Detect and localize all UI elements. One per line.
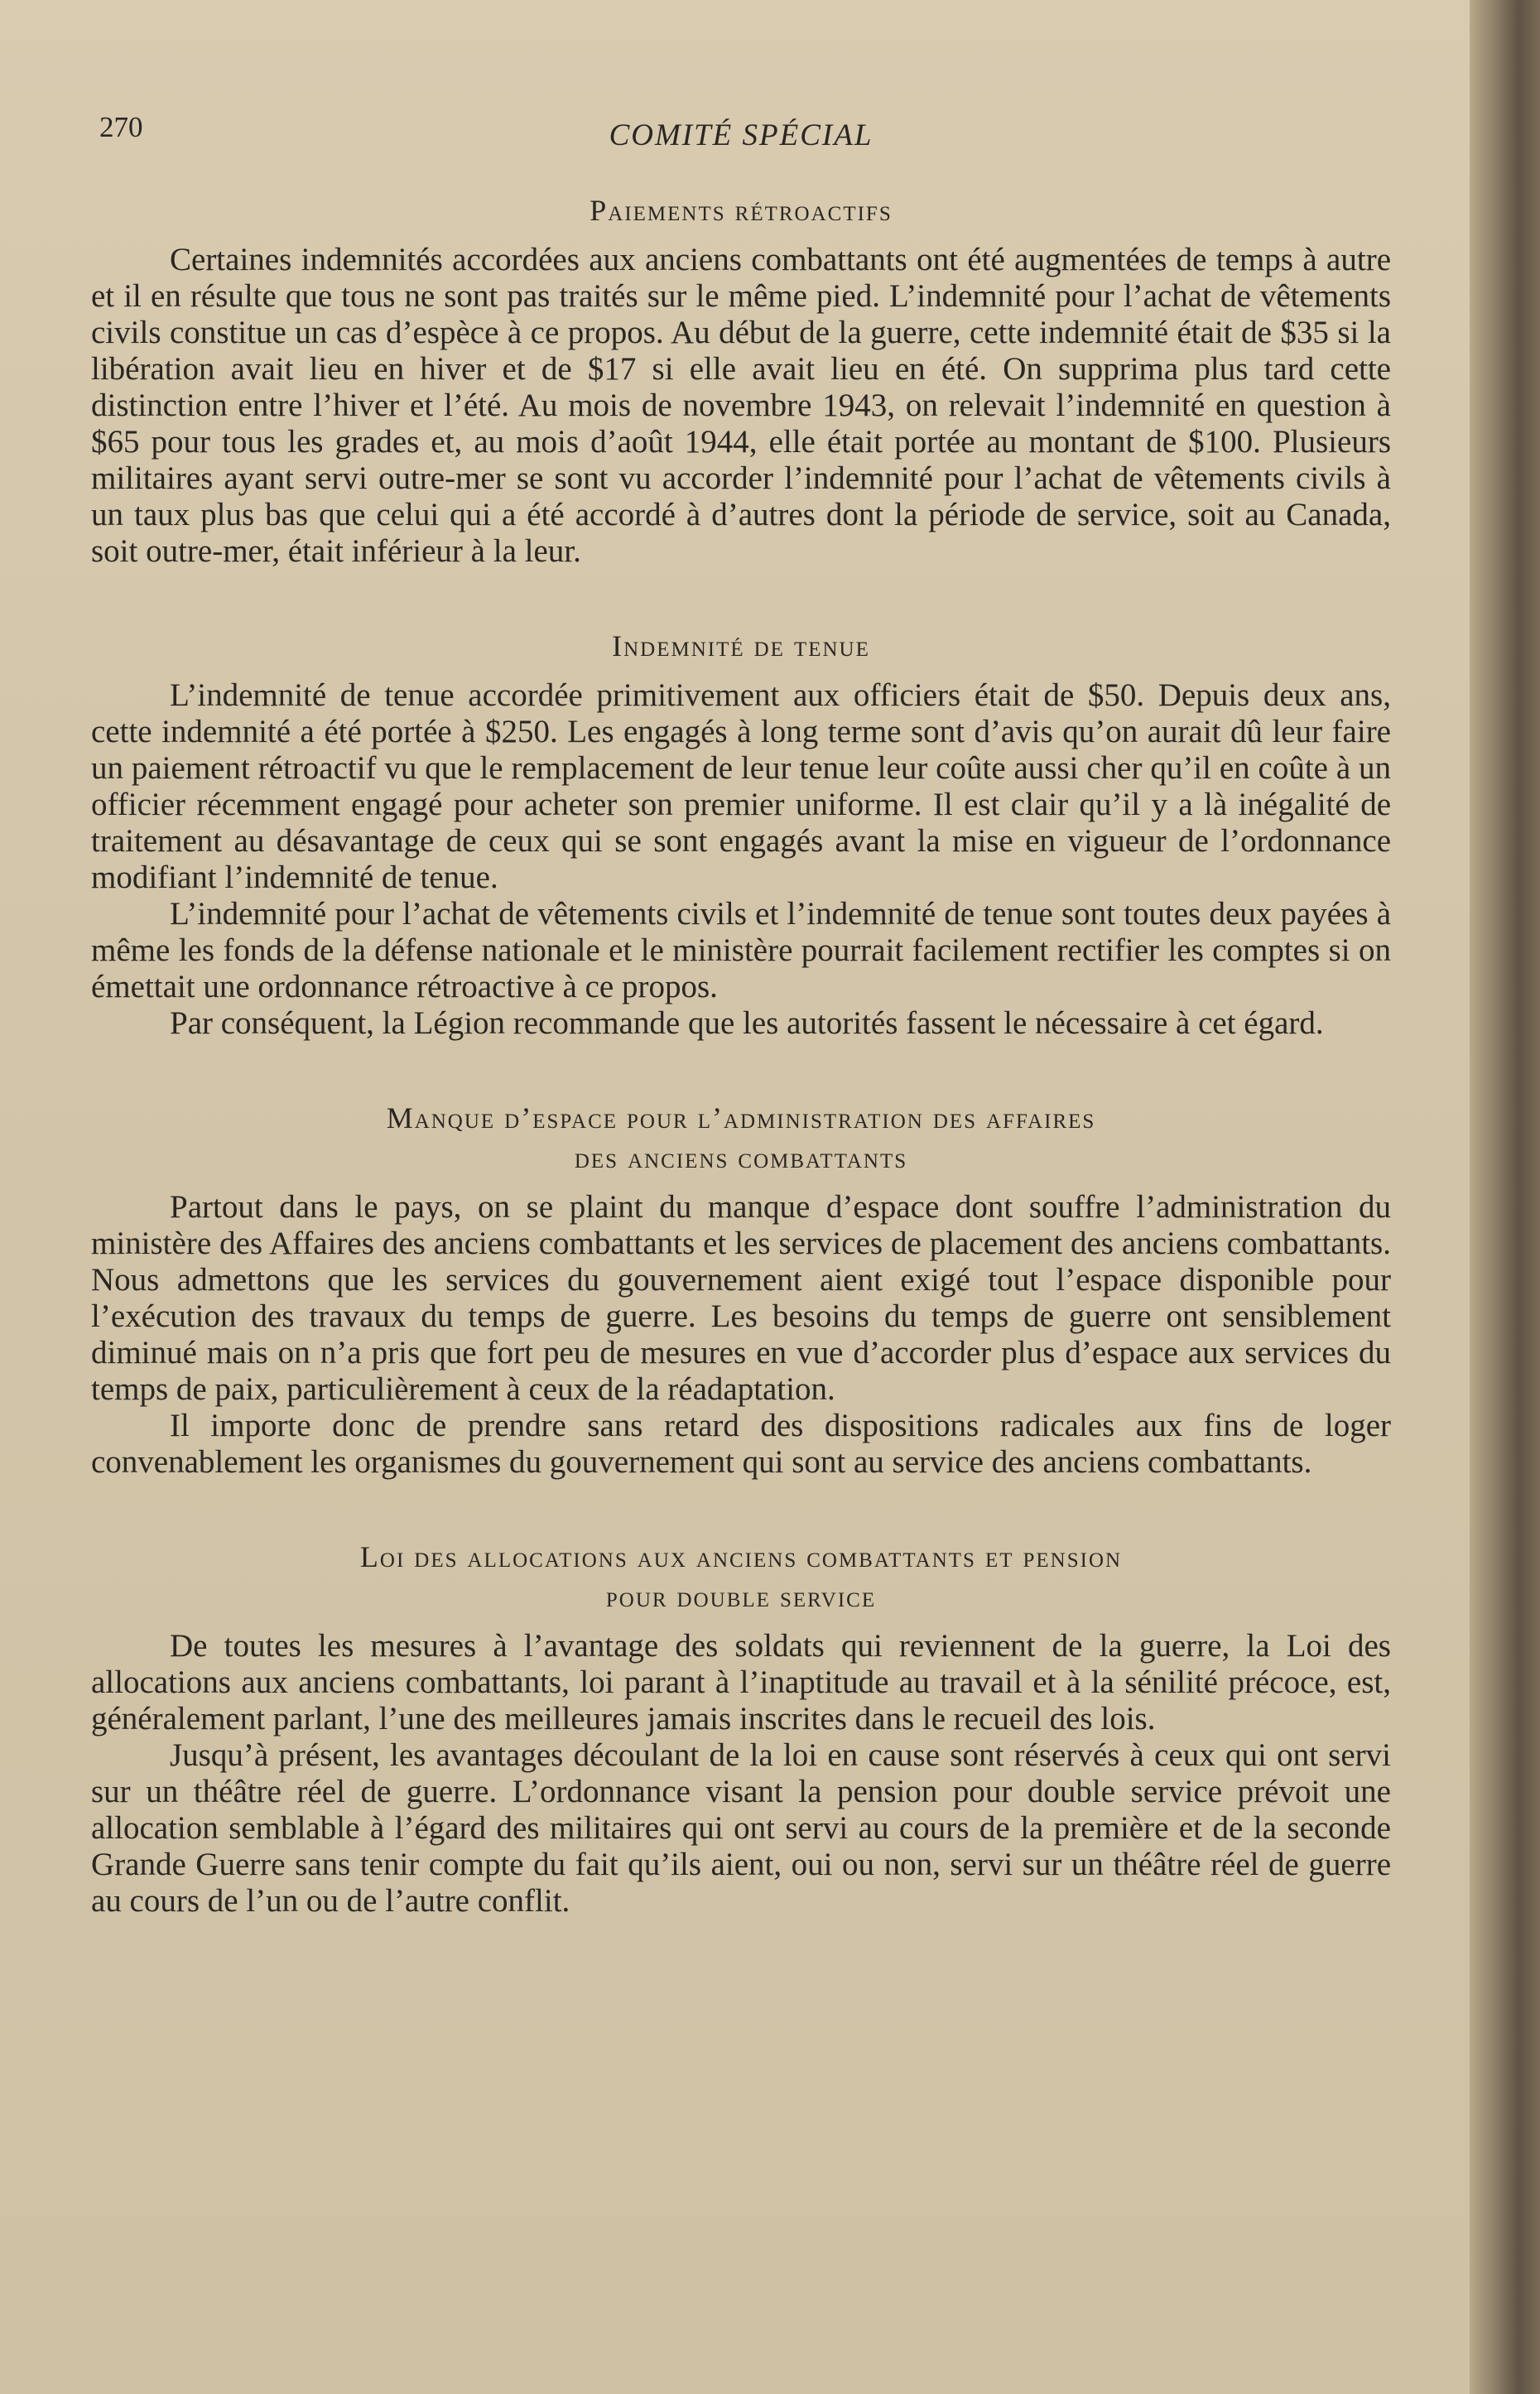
paragraph: Certaines indemnités accordées aux anciens combattants ont été augmentées de temps à autre et il en résulte que tous ne sont pas traités sur le même pied. L’indemnité pour l’achat de vêtements civils constitue un cas d’espèce à ce propos. Au début de la guerre, cette indemnité était de $35 si la libération avait lieu en hiver et de $17 si elle avait lieu en été. On supprima plus tard cette distinction entre l’hiver et l’été. Au mois de novembre 1943, on relevait l’indemnité en question à $65 pour tous les grades et, au mois d’août 1944, elle était portée au montant de $100. Plusieurs militaires ayant servi outre-mer se sont vu accorder l’indemnité pour l’achat de vêtements civils à un taux plus bas que celui qui a été accordé à d’autres dont la période de service, soit au Canada, soit outre-mer, était inférieur à la leur. [91,242,1391,569]
book-binding-edge [1470,0,1540,2394]
page-number: 270 [99,111,143,143]
section-title-text: Paiements rétroactifs [590,194,893,227]
section-title [91,1537,1391,1616]
paragraph: L’indemnité de tenue accordée primitivement aux officiers était de $50. Depuis deux ans, cette indemnité a été portée à $250. Les engagés à long terme sont d’avis qu’on aurait dû leur faire un paiement rétroactif vu que le remplacement de leur tenue leur coûte aussi cher qu’il en coûte à un officier récemment engagé pour acheter son premier uniforme. Il est clair qu’il y a là inégalité de traitement au désavantage de ceux qui se sont engagés avant la mise en vigueur de l’ordonnance modifiant l’indemnité de tenue. [91,677,1391,895]
paragraph: Par conséquent, la Légion recommande que les autorités fassent le nécessaire à cet égard. [170,1005,1324,1041]
page-header [91,108,1391,157]
section-manque-d-espace [91,1098,1391,1481]
paragraph: Jusqu’à présent, les avantages découlant de la loi en cause sont réservés à ceux qui ont servi sur un théâtre réel de guerre. L’ordonnance visant la pension pour double service prévoit une allocation semblable à l’égard des militaires qui ont servi au cours de la première et de la seconde Grande Guerre sans tenir compte du fait qu’ils aient, oui ou non, servi sur un théâtre réel de guerre au cours de l’un ou de l’autre conflit. [91,1737,1391,1919]
section-paiements-retroactifs [91,190,1391,570]
paragraph: L’indemnité pour l’achat de vêtements civils et l’indemnité de tenue sont toutes deux payées à même les fonds de la défense nationale et le ministère pourrait facilement rectifier les comptes si on émettait une ordonnance rétroactive à ce propos. [91,896,1391,1004]
paragraph: Il importe donc de prendre sans retard des dispositions radicales aux fins de loger convenablement les organismes du gouvernement qui sont au service des anciens combattants. [91,1408,1391,1480]
document-body [91,190,1391,1976]
section-title-text: Manque d’espace pour l’administration des affaires [386,1101,1096,1134]
paragraph: De toutes les mesures à l’avantage des soldats qui reviennent de la guerre, la Loi des allocations aux anciens combattants, loi parant à l’inaptitude au travail et à la sénilité précoce, est, généralement parlant, l’une des meilleures jamais inscrites dans le recueil des lois. [91,1628,1391,1736]
running-head: COMITÉ SPÉCIAL [609,118,873,152]
paragraph: Partout dans le pays, on se plaint du manque d’espace dont souffre l’administration du ministère des Affaires des anciens combattants et les services de placement des anciens combattants. Nous admettons que les services du gouvernement aient exigé tout l’espace disponible pour l’exécution des travaux du temps de guerre. Les besoins du temps de guerre ont sensiblement diminué mais on n’a pris que fort peu de mesures en vue d’accorder plus d’espace aux services du temps de paix, particulièrement à ceux de la réadaptation. [91,1189,1391,1407]
section-title-line2: des anciens combattants [574,1141,908,1174]
section-loi-des-allocations [91,1537,1391,1920]
section-title-text: Indemnité de tenue [612,629,870,662]
section-title [91,190,1391,230]
section-title [91,626,1391,666]
section-title [91,1098,1391,1178]
section-title-line2: pour double service [605,1580,877,1613]
section-indemnite-de-tenue [91,626,1391,1042]
section-title-text: Loi des allocations aux anciens combattants et pension [359,1540,1123,1573]
